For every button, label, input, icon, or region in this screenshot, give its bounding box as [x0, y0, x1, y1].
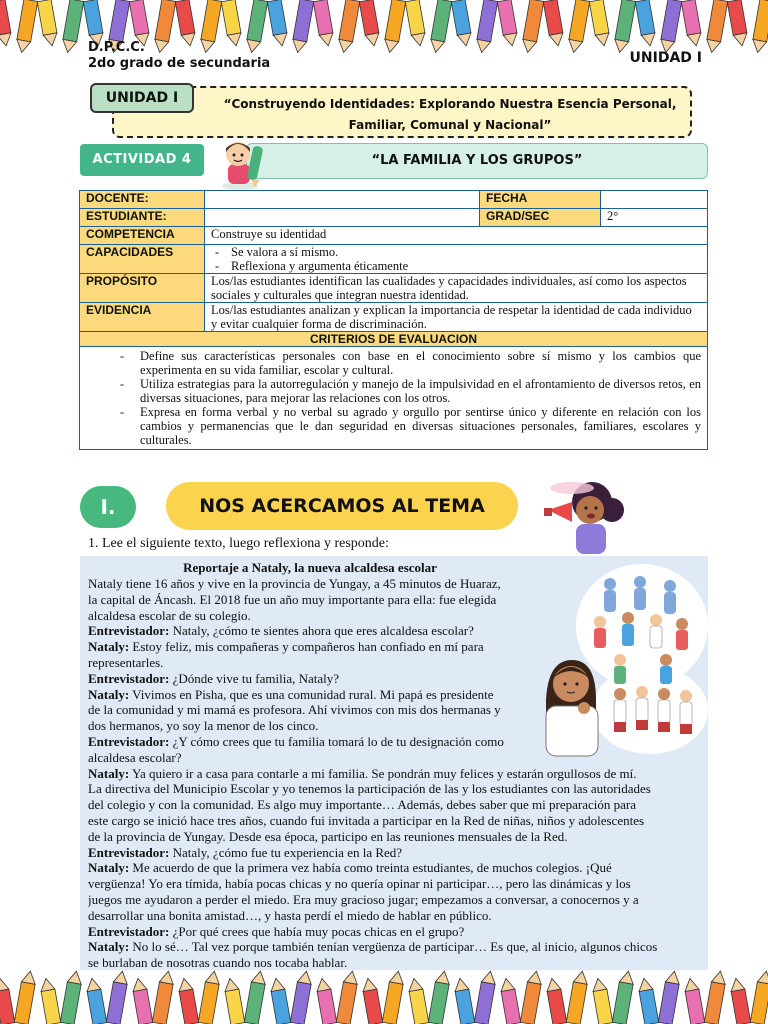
estudiante-field[interactable] — [205, 209, 480, 227]
reading-line — [88, 797, 700, 813]
pencil-icon — [589, 0, 611, 47]
pencil-icon — [475, 0, 498, 54]
speech-text: alcaldesa escolar de su colegio. — [88, 607, 251, 623]
pencil-icon — [313, 0, 335, 47]
pencil-icon — [635, 0, 657, 47]
speaker-label: Nataly: — [88, 939, 130, 955]
unit-tag: UNIDAD I — [90, 83, 194, 113]
pencil-icon — [751, 0, 768, 54]
speaker-label: Nataly: — [88, 860, 130, 876]
pencil-icon — [405, 0, 427, 47]
reading-line — [88, 924, 700, 940]
speaker-label: Nataly: — [88, 686, 130, 702]
competencia-value: Construye su identidad — [205, 227, 708, 245]
grade-name: 2do grado de secundaria — [88, 56, 271, 71]
pencil-icon — [474, 970, 497, 1024]
speaker-label: Entrevistador: — [88, 923, 170, 939]
reading-line — [88, 939, 700, 955]
pencil-icon — [85, 977, 107, 1024]
speech-text: del colegio y con la comunidad. Es algo muy importante… Además, debes saber que mi preparación para — [88, 797, 636, 813]
pencil-icon — [0, 977, 15, 1024]
section-number: I. — [80, 486, 136, 528]
pencil-icon — [315, 977, 337, 1024]
speech-text: ¿Dónde vive tu familia, Nataly? — [169, 670, 340, 686]
pencil-icon — [499, 977, 521, 1024]
proposito-label: PROPÓSITO — [80, 274, 205, 303]
reading-line — [88, 813, 700, 829]
pencil-icon — [152, 970, 175, 1024]
pencil-icon — [566, 970, 589, 1024]
pencil-icon — [223, 977, 245, 1024]
reading-line — [88, 908, 700, 924]
speaker-label: Entrevistador: — [88, 623, 170, 639]
speech-text: La directiva del Municipio Escolar y yo tenemos la participación de las y los estudiantes con las autoridades — [88, 781, 651, 797]
criterios-list — [80, 347, 708, 450]
reading-title: Reportaje a Nataly, la nueva alcaldesa escolar — [183, 560, 437, 575]
pencil-icon — [290, 970, 313, 1024]
reading-line — [88, 718, 526, 734]
reading-line — [88, 750, 526, 766]
activity-title: “LA FAMILIA Y LOS GRUPOS” — [246, 143, 708, 179]
info-table — [79, 190, 708, 450]
speech-text: ¿Y cómo crees que tu familia tomará lo de tu designación como — [169, 733, 504, 749]
pencil-icon — [0, 0, 13, 47]
pencil-icon — [291, 0, 314, 54]
pencil-icon — [198, 970, 221, 1024]
speech-text: Ya quiero ir a casa para contarle a mi familia. Se pondrán muy felices y estarán orgullosos de mí. — [129, 765, 637, 781]
unit-title — [200, 94, 700, 136]
pencil-icon — [567, 0, 590, 54]
capacidades-value — [205, 245, 708, 274]
speech-text: desarrollar una bonita amistad…, y hasta perdí el miedo de hablar en público. — [88, 907, 492, 923]
pencil-icon — [681, 0, 703, 47]
section-title: NOS ACERCAMOS AL TEMA — [166, 482, 518, 530]
pencil-icon — [704, 970, 727, 1024]
pencil-border-bottom — [0, 968, 768, 1024]
pencil-icon — [15, 0, 38, 54]
unit-title-line1: “Construyendo Identidades: Explorando Nuestra Esencia Personal, — [223, 97, 677, 111]
evidencia-label: EVIDENCIA — [80, 303, 205, 332]
pencil-icon — [14, 970, 37, 1024]
reading-line — [88, 687, 526, 703]
gradsec-field[interactable]: 2° — [601, 209, 708, 227]
speech-text: Nataly tiene 16 años y vive en la provincia de Yungay, a 45 minutos de Huaraz, — [88, 576, 501, 591]
fecha-field[interactable] — [601, 191, 708, 209]
capacidad-item: - Se valora a sí mismo. — [231, 245, 701, 259]
speech-text: Vivimos en Pisha, que es una comunidad rural. Mi papá es presidente — [129, 686, 494, 702]
speaker-label: Entrevistador: — [88, 844, 170, 860]
criterio-item: - Define sus características personales con base en el conocimiento sobre sí mismo y los cambios que experimenta en su vida familiar, escolar y cultural. — [130, 349, 701, 377]
speech-text: vergüenza! Yo era tímida, había pocas chicas y no quería opinar ni participar…, pero las dinámicas y los — [88, 876, 631, 892]
pencil-icon — [729, 977, 751, 1024]
speech-text: dos hermanos, yo soy la menor de los cinco. — [88, 718, 319, 734]
pencil-icon — [131, 977, 153, 1024]
pencil-icon — [521, 0, 544, 54]
pencil-icon — [177, 977, 199, 1024]
pencil-icon — [244, 970, 267, 1024]
reading-line — [88, 876, 700, 892]
pencil-icon — [497, 0, 519, 47]
speaker-label: Entrevistador: — [88, 733, 170, 749]
pencil-icon — [407, 977, 429, 1024]
speech-text: juegos me ayudaron a perder el miedo. Era muy gracioso jugar; empezamos a conversar, a conocernos y a — [88, 891, 639, 907]
activity-tag: ACTIVIDAD 4 — [80, 144, 204, 176]
speech-text: Estoy feliz, mis compañeras y compañeros han confiado en mí para — [129, 639, 484, 655]
criterio-item: - Expresa en forma verbal y no verbal su agrado y orgullo por sentirse único y diferente en relación con los cambios y permanencias que le dan seguridad en diversas situaciones personales, familiares, escolares y culturales. — [130, 405, 701, 447]
reading-line — [88, 702, 526, 718]
speech-text: la capital de Áncash. El 2018 fue un año muy importante para ella: fue elegida — [88, 591, 497, 607]
pencil-icon — [612, 970, 635, 1024]
pencil-icon — [451, 0, 473, 47]
speech-text: se burlaban de nosotras cuando nos tocaba hablar. — [88, 955, 348, 971]
reading-line — [88, 892, 700, 908]
reading-line — [88, 592, 526, 608]
reading-line — [88, 671, 526, 687]
reading-line — [88, 608, 526, 624]
speech-text: ¿Por qué crees que había muy pocas chicas en el grupo? — [169, 923, 465, 939]
pencil-icon — [382, 970, 405, 1024]
speech-text: Nataly, ¿cómo te sientes ahora que eres alcaldesa escolar? — [169, 623, 474, 639]
capacidad-item: - Reflexiona y argumenta éticamente — [231, 259, 701, 273]
criterio-item: - Utiliza estrategias para la autorregulación y manejo de la impulsividad en el afrontamiento de diversos retos, en diversas situaciones, para mejorar las relaciones con los otros. — [130, 377, 701, 405]
pencil-icon — [61, 0, 84, 54]
reading-line — [88, 829, 700, 845]
school-header — [88, 40, 270, 72]
pencil-icon — [658, 970, 681, 1024]
reading-line — [88, 655, 526, 671]
speaker-label: Nataly: — [88, 639, 130, 655]
capacidades-label: CAPACIDADES — [80, 245, 205, 274]
unit-header: UNIDAD I — [629, 50, 702, 66]
competencia-label: COMPETENCIA — [80, 227, 205, 245]
pencil-icon — [750, 970, 768, 1024]
pencil-icon — [683, 977, 705, 1024]
pencil-icon — [705, 0, 728, 54]
pencil-icon — [637, 977, 659, 1024]
reading-line — [88, 781, 700, 797]
pencil-icon — [591, 977, 613, 1024]
pencil-icon — [545, 977, 567, 1024]
docente-label: DOCENTE: — [80, 191, 205, 209]
reading-line — [88, 734, 526, 750]
children-playing-illustration — [540, 560, 710, 760]
criterios-header: CRITERIOS DE EVALUACION — [80, 332, 708, 347]
pencil-icon — [613, 0, 636, 54]
speech-text: Me acuerdo de que la primera vez había como treinta estudiantes, de muchos colegios. ¡Qué — [129, 860, 612, 876]
unit-title-line2: Familiar, Comunal y Nacional” — [348, 118, 552, 132]
pencil-icon — [428, 970, 451, 1024]
gradsec-label: GRAD/SEC — [480, 209, 601, 227]
pencil-icon — [543, 0, 565, 47]
pencil-icon — [659, 0, 682, 54]
course-name: D.P.C.C. — [88, 40, 145, 55]
pencil-icon — [336, 970, 359, 1024]
docente-field[interactable] — [205, 191, 480, 209]
reading-line — [88, 576, 526, 592]
estudiante-label: ESTUDIANTE: — [80, 209, 205, 227]
speech-text: Nataly, ¿cómo fue tu experiencia en la Red? — [169, 844, 403, 860]
reading-line — [88, 766, 700, 782]
speaker-label: Nataly: — [88, 765, 130, 781]
proposito-value: Los/las estudiantes identifican las cualidades y capacidades individuales, así como los aspectos sociales y culturales que integran nuestra identidad. — [205, 274, 708, 303]
girl-megaphone-icon — [542, 480, 638, 556]
reading-line — [88, 845, 700, 861]
evidencia-value: Los/las estudiantes analizan y explican la importancia de respetar la identidad de cada individuo y evitar cualquier forma de discriminación. — [205, 303, 708, 332]
reading-line — [88, 860, 700, 876]
speech-text: de la comunidad y mi mamá es profesora. Ahí vivimos con mis dos hermanas y — [88, 702, 501, 718]
pencil-icon — [520, 970, 543, 1024]
pencil-icon — [267, 0, 289, 47]
speech-text: No lo sé… Tal vez porque también tenían vergüenza de participar… Es que, al inicio, algunos chicos — [129, 939, 658, 955]
pencil-icon — [106, 970, 129, 1024]
pencil-icon — [727, 0, 749, 47]
reading-line — [88, 639, 526, 655]
pencil-icon — [337, 0, 360, 54]
pencil-icon — [39, 977, 61, 1024]
speech-text: alcaldesa escolar? — [88, 749, 182, 765]
student-cartoon-icon — [212, 136, 268, 192]
pencil-icon — [60, 970, 83, 1024]
speech-text: de la provincia de Yungay. Desde esa época, participo en las reuniones mensuales de la Red. — [88, 828, 568, 844]
reading-line — [88, 623, 526, 639]
instruction-text: 1. Lee el siguiente texto, luego reflexiona y responde: — [88, 536, 389, 551]
pencil-icon — [37, 0, 59, 47]
pencil-icon — [383, 0, 406, 54]
speaker-label: Entrevistador: — [88, 670, 170, 686]
pencil-icon — [361, 977, 383, 1024]
speech-text: este cargo se inició hace tres años, cuando fui invitada a participar en la Red de niñas, niños y adolescentes — [88, 812, 645, 828]
pencil-icon — [429, 0, 452, 54]
pencil-icon — [359, 0, 381, 47]
pencil-icon — [453, 977, 475, 1024]
pencil-icon — [269, 977, 291, 1024]
speech-text: representarles. — [88, 654, 164, 670]
fecha-label: FECHA — [480, 191, 601, 209]
